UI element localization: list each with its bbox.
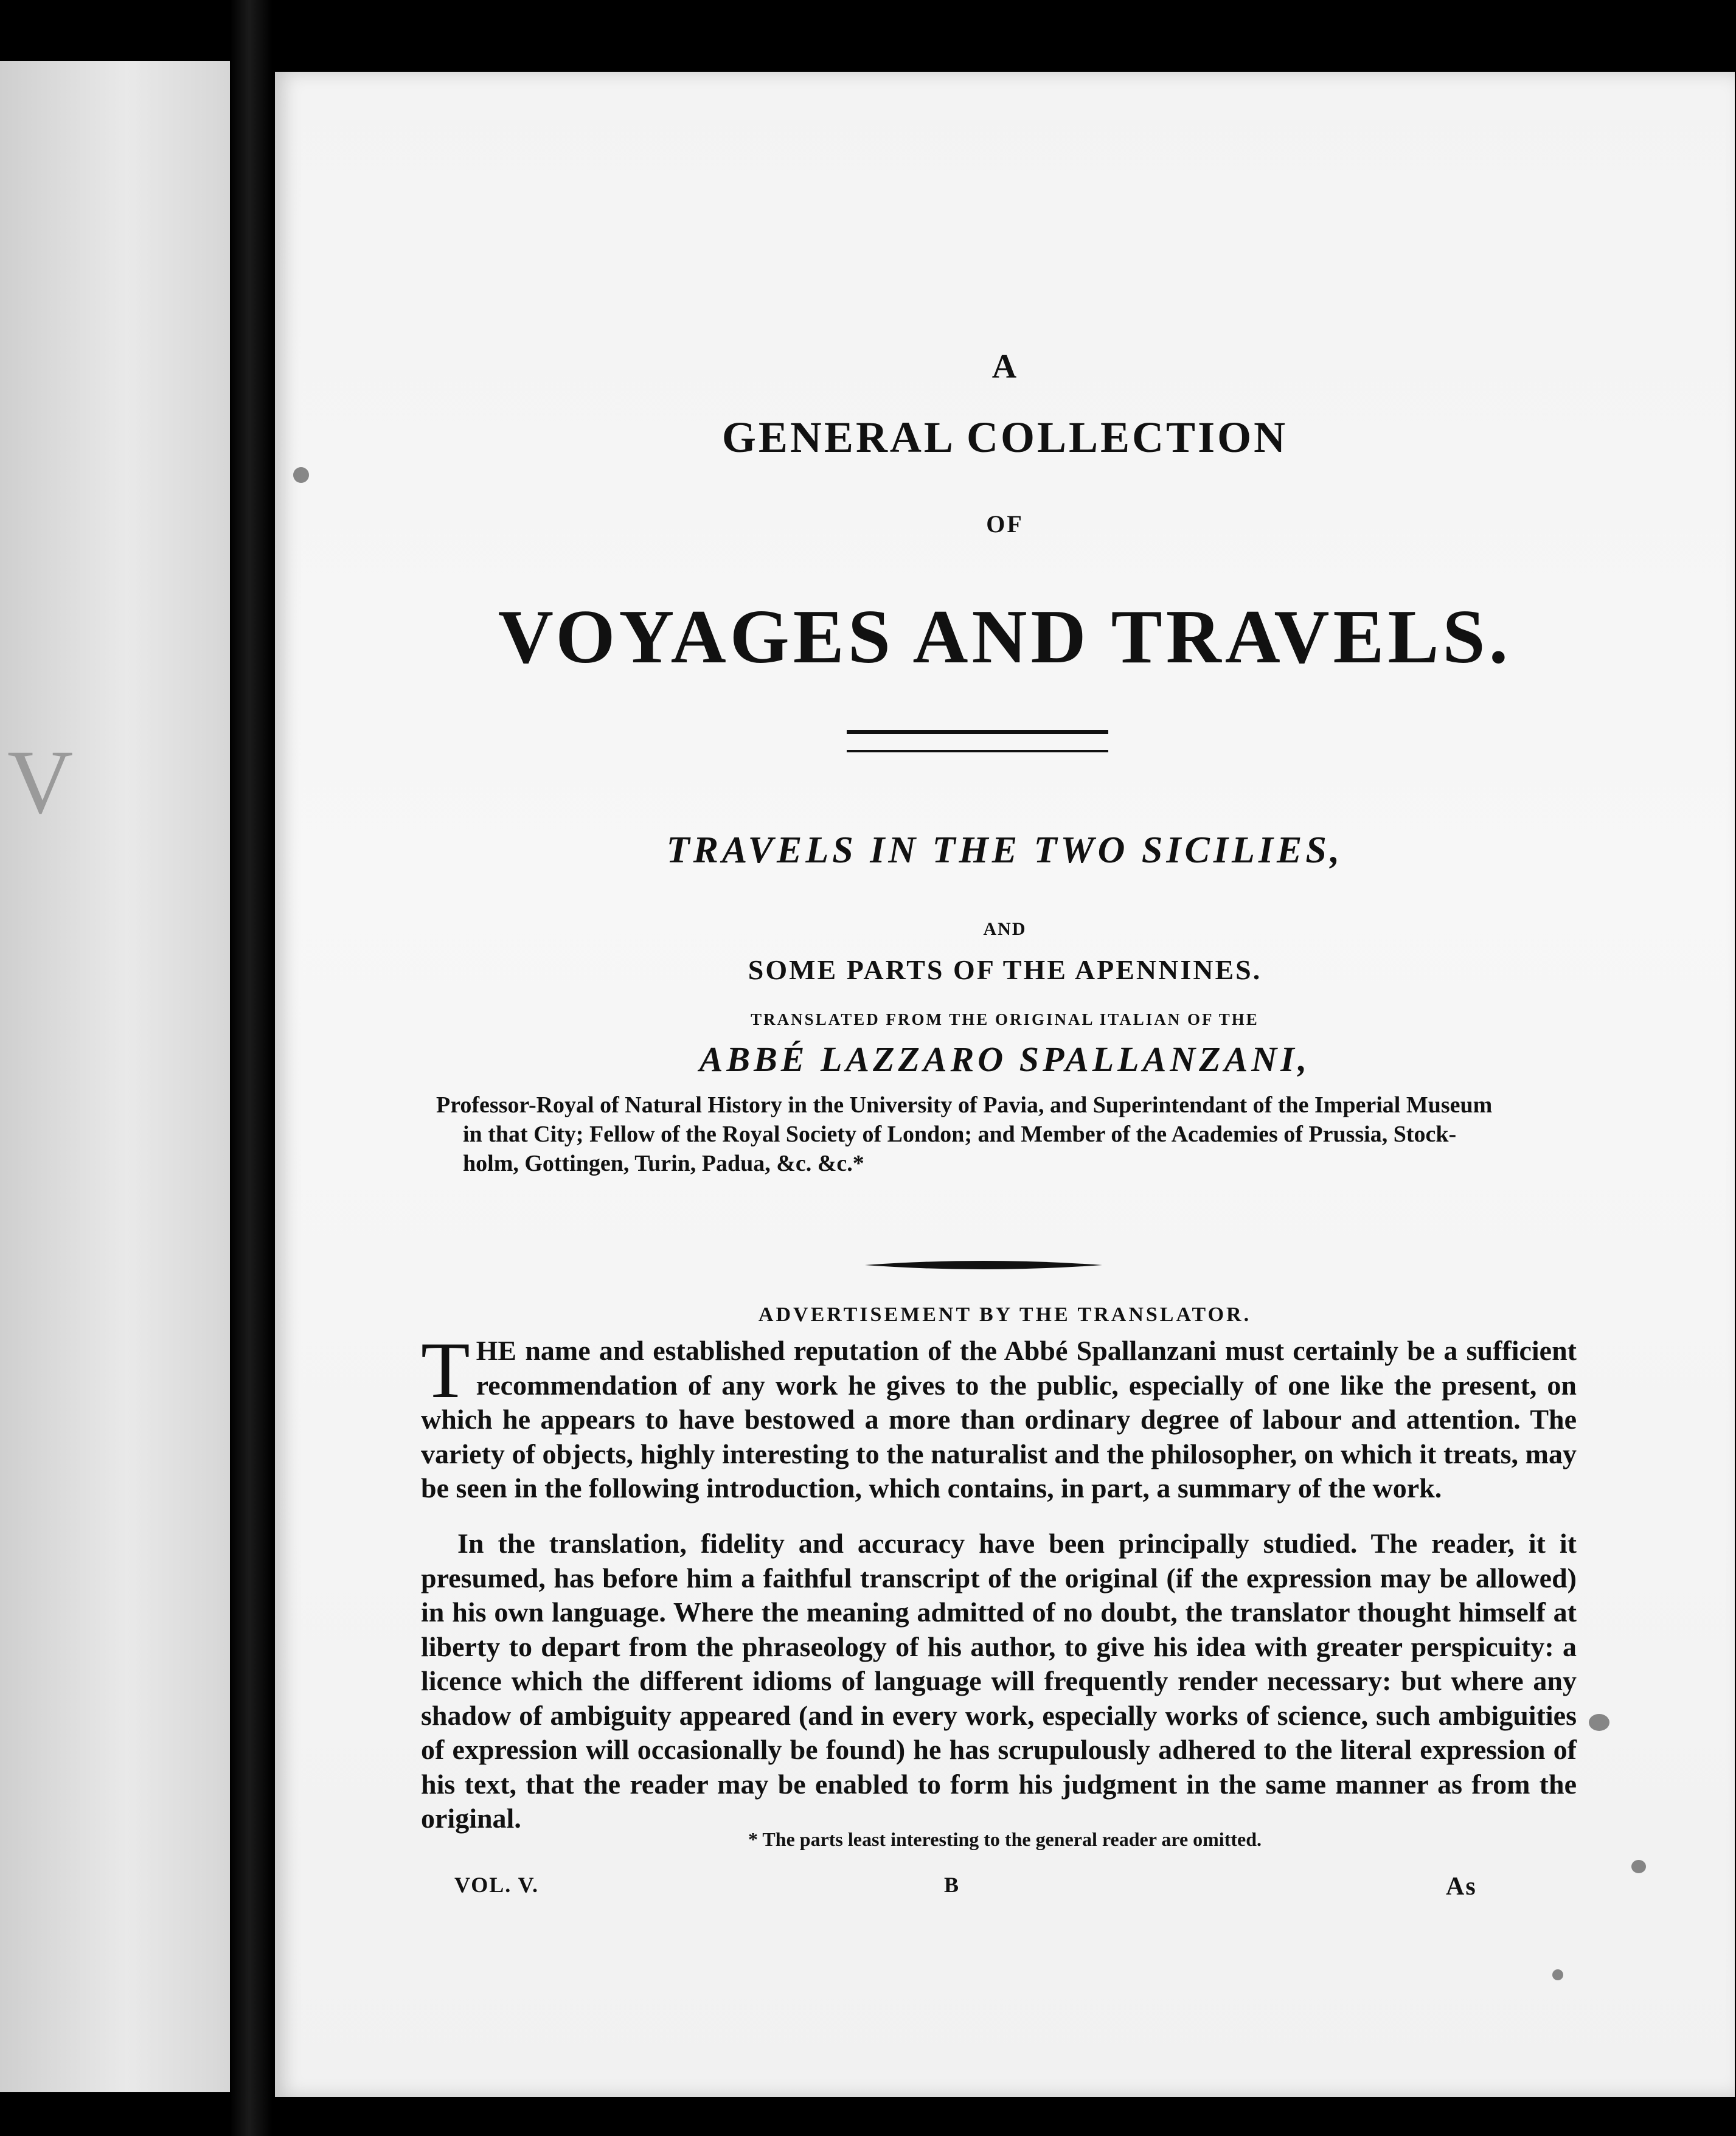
facing-page-letter: V	[7, 732, 74, 833]
author-name: ABBÉ LAZZARO SPALLANZANI,	[699, 1039, 1311, 1079]
title-voyages-and-travels: VOYAGES AND TRAVELS.	[498, 595, 1512, 679]
volume-label: VOL. V.	[454, 1873, 539, 1897]
translated-from-line: TRANSLATED FROM THE ORIGINAL ITALIAN OF THE	[751, 1010, 1259, 1028]
advertisement-paragraph-1	[421, 1325, 1577, 1506]
drop-cap: T	[421, 1325, 470, 1415]
double-rule-divider	[847, 730, 1108, 752]
credentials-line: in that City; Fellow of the Royal Society of London; and Member of the Academies of Prussia, Stock-	[463, 1122, 1457, 1147]
catchword: As	[1446, 1873, 1477, 1901]
credentials-line: Professor-Royal of Natural History in the University of Pavia, and Superintendant of the Imperial Museum	[436, 1092, 1493, 1118]
title-line-a: A	[991, 348, 1018, 386]
book-page	[275, 72, 1735, 2097]
title-of: OF	[986, 510, 1024, 538]
title-general-collection: GENERAL COLLECTION	[721, 413, 1288, 462]
paragraph-text: HE name and established reputation of the Abbé Spallanzani must certainly be a sufficient recommendation of any work he gives to the public, especially of one like the present, on which he appears to have bestowed a more than ordinary degree of labour and attention. The variety of objects, highly interesting to the naturalist and the philosopher, on which it treats, may be seen in the following introduction, which contains, in part, a summary of the work.	[421, 1335, 1577, 1503]
book-gutter	[230, 0, 273, 2136]
paragraph-text: In the translation, fidelity and accuracy have been principally studied. The reader, it it presumed, has before him a faithful transcript of the original (if the expression may be allowed) in his own language. Where the meaning admitted of no doubt, the translator thought himself at liberty to depart from the phraseology of his author, to give his idea with greater perspicuity: a licence which the different idioms of language will frequently render necessary: but where any shadow of ambiguity appeared (and in every work, especially works of science, such ambiguities of expression will occasionally be found) he has scrupulously adhered to the literal expression of his text, that the reader may be enabled to form his judgment in the same manner as from the original.	[421, 1528, 1577, 1834]
advertisement-heading: ADVERTISEMENT BY THE TRANSLATOR.	[758, 1303, 1252, 1326]
facing-page-edge	[0, 61, 231, 2092]
footnote: * The parts least interesting to the general reader are omitted.	[748, 1828, 1262, 1850]
page-content	[275, 72, 1735, 2097]
author-credentials	[436, 1091, 1592, 1178]
work-title: TRAVELS IN THE TWO SICILIES,	[666, 830, 1344, 871]
ornamental-swell-rule	[865, 1258, 1102, 1272]
work-subtitle: SOME PARTS OF THE APENNINES.	[748, 954, 1262, 985]
signature-mark: B	[944, 1873, 960, 1897]
advertisement-paragraph-2	[421, 1527, 1577, 1836]
credentials-line: holm, Gottingen, Turin, Padua, &c. &c.*	[463, 1151, 864, 1176]
work-title-and: AND	[983, 919, 1027, 939]
